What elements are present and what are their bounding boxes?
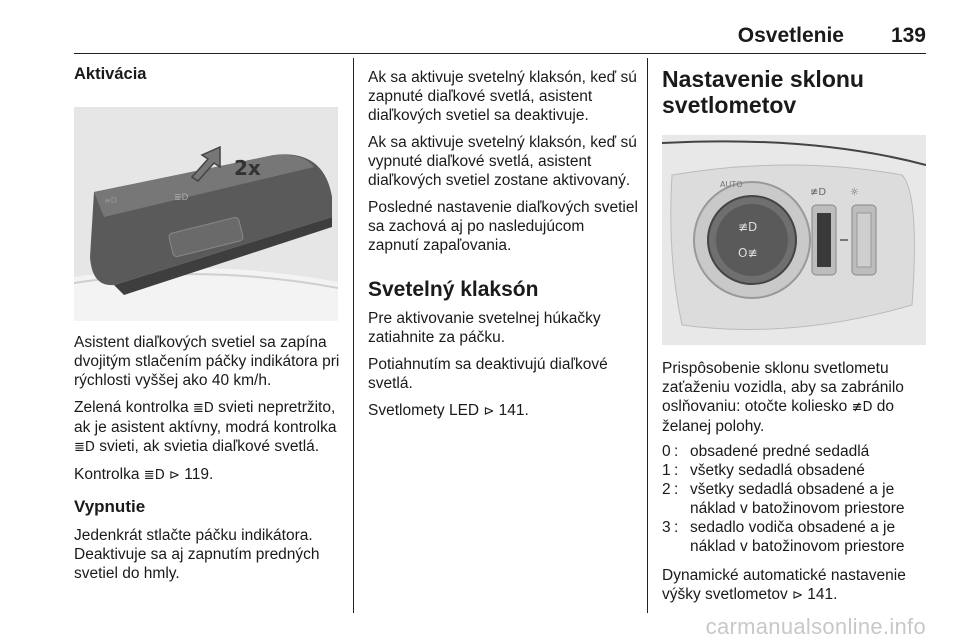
- paragraph: Potiahnutím sa deaktivujú diaľkové svetlá.: [368, 356, 608, 392]
- heading-activation: Aktivácia: [74, 65, 147, 83]
- high-beam-assist-icon: ≣D: [143, 468, 165, 483]
- text-fragment: svieti, ak svietia diaľkové svetlá.: [99, 438, 320, 455]
- header-divider: [74, 53, 926, 54]
- text-fragment: Prispôsobenie sklonu svetlometu zaťaženiu vozidla, aby sa zabránilo oslňovaniu: otočte koliesko: [662, 360, 904, 415]
- list-item-separator: :: [674, 443, 679, 460]
- column-divider-1: [353, 58, 354, 613]
- svg-text:≡D: ≡D: [104, 196, 117, 205]
- list-item-text: všetky sedadlá obsadené a je náklad v batožinovom priestore: [690, 481, 905, 517]
- heading-deactivation: Vypnutie: [74, 497, 146, 516]
- text-fragment: Dynamické automatické nastavenie výšky svetlometov: [662, 567, 906, 603]
- list-item: [662, 518, 926, 556]
- column-1: [74, 62, 340, 591]
- heading-headlight-range: Nastavenie sklonu svetlometov: [662, 66, 864, 118]
- list-item: [662, 461, 926, 480]
- svg-text:≢D: ≢D: [810, 187, 827, 198]
- high-beam-icon: ≣D: [74, 440, 95, 455]
- text-fragment: do želanej polohy.: [662, 398, 895, 435]
- paragraph: Ak sa aktivuje svetelný klaksón, keď sú zapnuté diaľkové svetlá, asistent diaľkových svetiel sa deaktivuje.: [368, 69, 637, 124]
- section-title: Osvetlenie: [737, 24, 844, 47]
- paragraph: Posledné nastavenie diaľkových svetiel sa zachová aj po nasledujúcom zapnutí zapaľovania.: [368, 199, 638, 254]
- page-number: 139: [890, 24, 926, 47]
- list-item-separator: :: [674, 462, 679, 479]
- text-fragment: svieti nepretržito, ak je asistent aktívny, modrá kontrolka: [74, 399, 337, 436]
- paragraph: [662, 359, 926, 436]
- paragraph: Pre aktivovanie svetelnej húkačky zatiahnite za páčku.: [368, 310, 601, 346]
- page-header: [74, 26, 926, 54]
- watermark: carmanualsonline.info: [705, 614, 926, 639]
- column-divider-2: [647, 58, 648, 613]
- load-positions-list: [662, 442, 926, 556]
- list-item-number: 0: [662, 443, 671, 460]
- paragraph: Jedenkrát stlačte páčku indikátora. Deaktivuje sa aj zapnutím predných svetiel do hmly.: [74, 527, 320, 582]
- svg-text:O≢: O≢: [738, 246, 758, 260]
- paragraph: Asistent diaľkových svetiel sa zapína dvojitým stlačením páčky indikátora pri rýchlosti vyššej ako 40 km/h.: [74, 334, 340, 389]
- headlight-switch-figure: [662, 135, 926, 345]
- list-item-text: obsadené predné sedadlá: [690, 443, 870, 460]
- headlight-switch-illustration: [662, 135, 926, 345]
- list-item: [662, 442, 926, 461]
- paragraph: [662, 566, 926, 605]
- paragraph: Ak sa aktivuje svetelný klaksón, keď sú vypnuté diaľkové svetlá, asistent diaľkových svetiel zostane aktivovaný.: [368, 134, 637, 189]
- paragraph: [74, 465, 340, 485]
- indicator-stalk-illustration: [74, 107, 338, 321]
- list-item-number: 3: [662, 519, 671, 536]
- list-item-number: 1: [662, 462, 671, 479]
- figure-label-auto: AUTO: [720, 180, 743, 189]
- headlight-range-icon: ≢D: [851, 400, 873, 415]
- paragraph: [74, 398, 340, 457]
- list-item-separator: :: [674, 519, 679, 536]
- page-reference-link[interactable]: 141.: [498, 402, 529, 419]
- heading-headlight-flash: Svetelný klaksón: [368, 278, 539, 301]
- list-item-text: sedadlo vodiča obsadené a je náklad v batožinovom priestore: [690, 519, 905, 555]
- high-beam-assist-icon: ≣D: [192, 401, 214, 416]
- text-fragment: Kontrolka: [74, 466, 140, 483]
- indicator-stalk-figure: [74, 107, 338, 321]
- svg-text:≣D: ≣D: [174, 193, 189, 203]
- column-2: [368, 68, 638, 429]
- svg-text:☼: ☼: [850, 187, 859, 198]
- page-reference-link[interactable]: 141.: [807, 586, 838, 603]
- page-reference-link[interactable]: 119.: [184, 466, 214, 483]
- page-reference-arrow-icon: ⊳: [792, 588, 803, 603]
- page-reference-arrow-icon: ⊳: [169, 468, 180, 483]
- paragraph: [368, 401, 638, 421]
- page-reference-arrow-icon: ⊳: [483, 404, 495, 419]
- list-item-number: 2: [662, 481, 671, 498]
- svg-text:≢D: ≢D: [738, 220, 758, 234]
- list-item-separator: :: [674, 481, 679, 498]
- list-item: [662, 480, 926, 518]
- text-fragment: Zelená kontrolka: [74, 399, 189, 416]
- list-item-text: všetky sedadlá obsadené: [690, 462, 865, 479]
- text-fragment: Svetlomety LED: [368, 402, 480, 419]
- column-3: [662, 66, 926, 613]
- figure-label-2x: 2x: [234, 156, 261, 180]
